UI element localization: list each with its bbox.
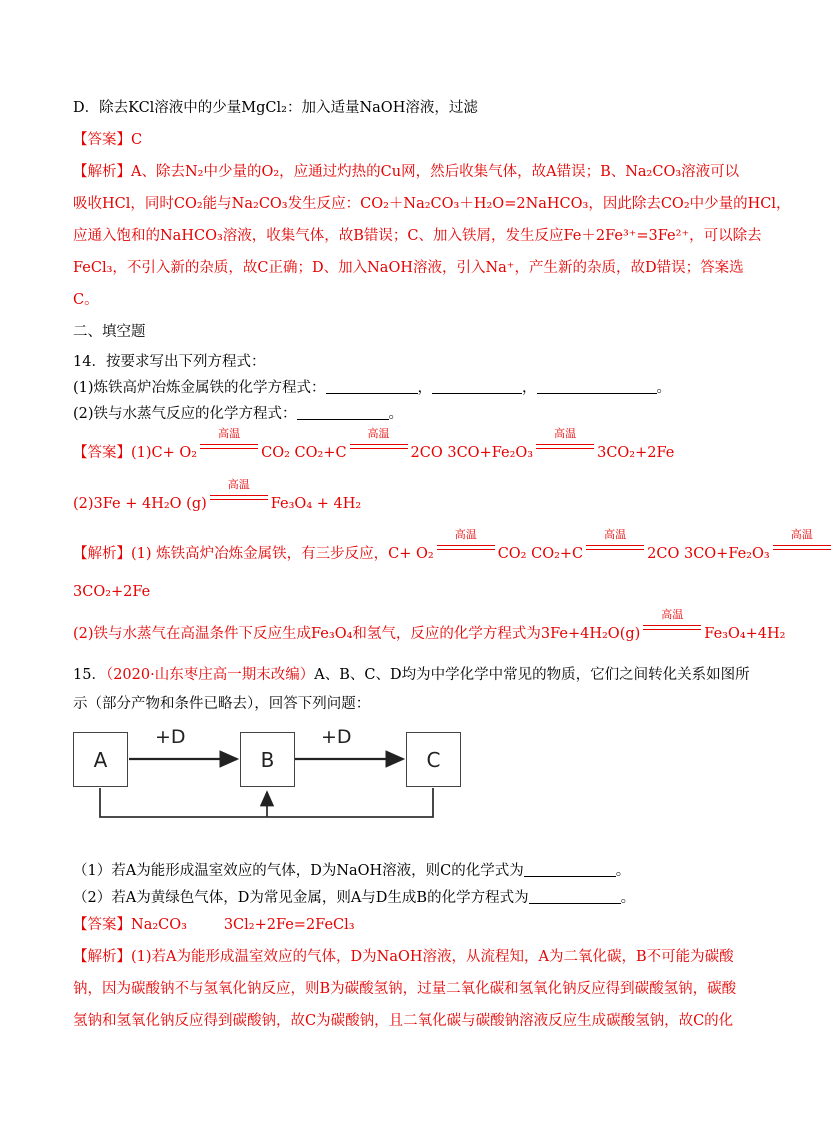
high-temp-arrow xyxy=(348,427,410,459)
conversion-diagram xyxy=(73,726,453,828)
answer-blank[interactable] xyxy=(524,862,616,877)
answer-value: Na₂CO₃ 3Cl₂+2Fe=2FeCl₃ xyxy=(131,917,355,933)
q13-analysis-line-4: FeCl₃，不引入新的杂质，故C正确；D、加入NaOH溶液，引入Na⁺，产生新的杂质，故D错误；答案选 xyxy=(73,260,744,276)
q13-analysis-line-3: 应通入饱和的NaHCO₃溶液，收集气体，故B错误；C、加入铁屑，发生反应Fe＋2Fe³⁺=3Fe²⁺，可以除去 xyxy=(73,228,762,244)
answer-blank[interactable] xyxy=(297,405,389,420)
condition-label: 高温 xyxy=(661,608,684,621)
high-temp-arrow xyxy=(584,528,646,560)
q15-analysis-line-1 xyxy=(73,947,734,967)
q14-part-2 xyxy=(73,404,403,424)
q14-part-2-text: (2)铁与水蒸气反应的化学方程式： xyxy=(73,406,297,422)
q13-analysis-line-2: 吸收HCl，同时CO₂能与Na₂CO₃发生反应：CO₂＋Na₂CO₃＋H₂O=2NaHCO₃，因此除去CO₂中少量的HCl， xyxy=(73,196,791,212)
high-temp-arrow xyxy=(771,528,833,560)
equation-text: 3CO₂+2Fe xyxy=(597,445,675,461)
analysis-text: A、除去N₂中少量的O₂，应通过灼热的Cu网，然后收集气体，故A错误；B、Na₂CO₃溶液可以 xyxy=(131,164,740,180)
condition-label: 高温 xyxy=(554,427,577,440)
answer-value: C xyxy=(131,132,143,148)
q15-analysis-line-2: 钠，因为碳酸钠不与氢氧化钠反应，则B为碳酸氢钠，过量二氧化碳和氢氧化钠反应得到碳酸氢钠，碳酸 xyxy=(73,981,737,997)
q14-analysis-line-3 xyxy=(73,608,786,644)
equation-text: (1)C+ O₂ xyxy=(131,445,198,461)
q14-answer-line-1 xyxy=(73,427,675,463)
equation-text: 2CO 3CO+Fe₂O₃ xyxy=(410,445,534,461)
answer-label: 【答案】 xyxy=(73,917,131,933)
q13-answer-line xyxy=(73,130,142,150)
answer-blank[interactable] xyxy=(326,379,418,394)
question-source: （2020·山东枣庄高一期末改编） xyxy=(105,667,315,683)
condition-label: 高温 xyxy=(218,427,241,440)
q14-analysis-line-2: 3CO₂+2Fe xyxy=(73,584,151,600)
node-c: C xyxy=(406,732,461,787)
q14-analysis-line-1 xyxy=(73,528,834,564)
period: 。 xyxy=(656,380,672,396)
q15-stem-line-1 xyxy=(73,665,750,685)
condition-label: 高温 xyxy=(604,528,627,541)
answer-blank[interactable] xyxy=(537,379,657,394)
period: 。 xyxy=(388,406,404,422)
condition-label: 高温 xyxy=(227,478,250,491)
q15-stem-line-2: 示（部分产物和条件已略去），回答下列问题： xyxy=(73,696,371,712)
answer-blank[interactable] xyxy=(432,379,522,394)
condition-label: 高温 xyxy=(367,427,390,440)
section-heading: 二、填空题 xyxy=(73,324,146,340)
node-b: B xyxy=(240,732,295,787)
question-text: A、B、C、D均为中学化学中常见的物质，它们之间转化关系如图所 xyxy=(314,667,750,683)
high-temp-arrow xyxy=(534,427,596,459)
equation-text: 2CO 3CO+Fe₂O₃ xyxy=(647,546,770,562)
q13-analysis-line-5: C。 xyxy=(73,292,99,308)
sub-question-text: （1）若A为能形成温室效应的气体，D为NaOH溶液，则C的化学式为 xyxy=(73,863,524,879)
high-temp-arrow xyxy=(198,427,260,459)
answer-blank[interactable] xyxy=(529,889,621,904)
q15-analysis-line-3: 氢钠和氢氧化钠反应得到碳酸钠，故C为碳酸钠，且二氧化碳与碳酸钠溶液反应生成碳酸氢钠，故C的化 xyxy=(73,1013,734,1029)
condition-label: 高温 xyxy=(454,528,477,541)
option-d: D．除去KCl溶液中的少量MgCl₂：加入适量NaOH溶液，过滤 xyxy=(73,100,478,116)
q14-part-1 xyxy=(73,378,671,398)
comma: ， xyxy=(522,380,537,396)
q14-part-1-text: (1)炼铁高炉冶炼金属铁的化学方程式： xyxy=(73,380,326,396)
answer-label: 【答案】 xyxy=(73,132,131,148)
question-number: 15． xyxy=(73,667,106,683)
equation-text: CO₂ CO₂+C xyxy=(261,445,347,461)
equation-text: (1) 炼铁高炉冶炼金属铁，有三步反应，C+ O₂ xyxy=(131,546,434,562)
q15-sub-1 xyxy=(73,861,630,881)
comma: ， xyxy=(417,380,433,396)
node-a: A xyxy=(73,732,128,787)
q15-answer-line xyxy=(73,915,355,935)
q14-answer-line-2 xyxy=(73,478,362,514)
analysis-text: (1)若A为能形成温室效应的气体，D为NaOH溶液，从流程知，A为二氧化碳，B不可能为碳酸 xyxy=(131,949,734,965)
high-temp-arrow xyxy=(435,528,497,560)
q13-analysis-line-1 xyxy=(73,162,739,182)
high-temp-arrow xyxy=(641,608,703,640)
equation-text: Fe₃O₄+4H₂ xyxy=(704,626,786,642)
analysis-label: 【解析】 xyxy=(73,546,131,562)
equation-text: CO₂ CO₂+C xyxy=(497,546,584,562)
high-temp-arrow xyxy=(208,478,270,510)
period: 。 xyxy=(615,863,631,879)
period: 。 xyxy=(620,890,636,906)
equation-text: Fe₃O₄ + 4H₂ xyxy=(270,496,362,512)
q15-sub-2 xyxy=(73,888,635,908)
condition-label: 高温 xyxy=(790,528,813,541)
analysis-label: 【解析】 xyxy=(73,164,131,180)
q14-stem: 14．按要求写出下列方程式： xyxy=(73,354,266,370)
equation-text: (2)3Fe + 4H₂O (g) xyxy=(73,496,207,512)
answer-label: 【答案】 xyxy=(73,445,131,461)
arrow-label-2: +D xyxy=(321,726,352,748)
arrow-label-1: +D xyxy=(155,726,186,748)
analysis-label: 【解析】 xyxy=(73,949,131,965)
equation-text: (2)铁与水蒸气在高温条件下反应生成Fe₃O₄和氢气，反应的化学方程式为3Fe+4H₂O(g) xyxy=(73,626,641,642)
sub-question-text: （2）若A为黄绿色气体，D为常见金属，则A与D生成B的化学方程式为 xyxy=(73,890,529,906)
